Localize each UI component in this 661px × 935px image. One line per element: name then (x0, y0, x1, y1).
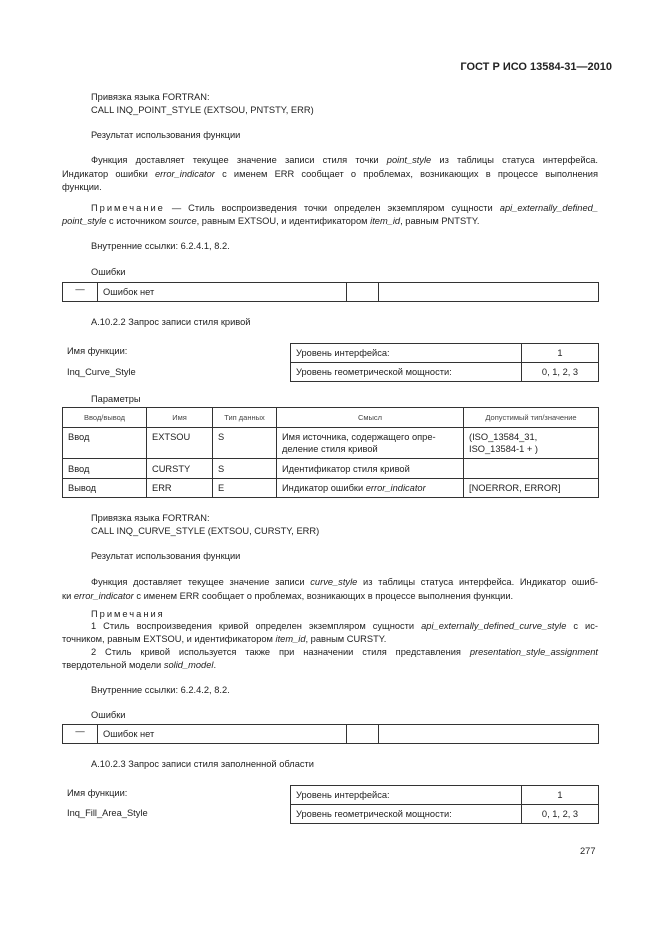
table-cell (379, 725, 599, 744)
note-line: твердотельной модели solid_model. (62, 660, 217, 670)
table-row (291, 786, 599, 805)
table-row (291, 805, 599, 824)
function-name: Inq_Fill_Area_Style (67, 808, 148, 818)
paragraph-line: ки error_indicator с именем ERR сообщает о проблемах, возникающих в процессе выполнения функции. (62, 591, 514, 601)
table-cell: Идентификатор стиля кривой (277, 459, 464, 479)
table-cell (347, 283, 379, 302)
table-cell (464, 459, 599, 479)
table-cell: 1 (522, 344, 599, 363)
column-header: Смысл (277, 408, 464, 428)
table-row (291, 363, 599, 382)
cell-text: Индикатор ошибки (282, 483, 366, 493)
table-cell: 0, 1, 2, 3 (522, 805, 599, 824)
fortran-label: Привязка языка FORTRAN: (91, 92, 210, 102)
table-row (63, 283, 599, 302)
cell-line: (ISO_13584_31, (469, 432, 538, 442)
table-cell: [NOERROR, ERROR] (464, 479, 599, 498)
table-cell: 1 (522, 786, 599, 805)
column-header: Ввод/вывод (63, 408, 147, 428)
table-cell: Ошибок нет (98, 283, 347, 302)
note-line: Примечание — Стиль воспроизведения точки определен экземпляром сущности api_externally_defined_ (91, 203, 598, 213)
cell-line: ISO_13584-1 + ) (469, 444, 538, 454)
table-cell (277, 428, 464, 459)
internal-refs: Внутренние ссылки: 6.2.4.2, 8.2. (91, 685, 230, 695)
function-name-label: Имя функции: (67, 346, 128, 356)
table-cell: ERR (147, 479, 213, 498)
fortran-label: Привязка языка FORTRAN: (91, 513, 210, 523)
function-name: Inq_Curve_Style (67, 367, 136, 377)
table-cell: Уровень интерфейса: (291, 786, 522, 805)
note-line: 1 Стиль воспроизведения кривой определен экземпляром сущности api_externally_defined_curve_style с ис- (91, 621, 598, 631)
table-cell: E (213, 479, 277, 498)
params-label: Параметры (91, 394, 141, 404)
column-header: Имя (147, 408, 213, 428)
table-cell: — (63, 725, 98, 744)
errors-label: Ошибки (91, 267, 126, 277)
table-row (63, 725, 599, 744)
table-cell (379, 283, 599, 302)
table-cell: S (213, 428, 277, 459)
cell-line: Имя источника, содержащего опре- (282, 432, 436, 442)
table-cell: CURSTY (147, 459, 213, 479)
note-line: point_style с источником source, равным EXTSOU, и идентификатором item_id, равным PNTSTY. (62, 216, 480, 226)
paragraph-line: Функция доставляет текущее значение записи стиля точки point_style из таблицы статуса интерфейса. (91, 155, 598, 165)
table-cell: Уровень геометрической мощности: (291, 805, 522, 824)
table-cell: — (63, 283, 98, 302)
table-row (63, 459, 599, 479)
table-header-row (63, 408, 599, 428)
note-line: 2 Стиль кривой используется также при назначении стиля представления presentation_style_assignment (91, 647, 598, 657)
cell-line: деление стиля кривой (282, 444, 378, 454)
document-header: ГОСТ Р ИСО 13584-31—2010 (460, 61, 612, 73)
table-cell: Уровень геометрической мощности: (291, 363, 522, 382)
column-header: Тип данных (213, 408, 277, 428)
errors-label: Ошибки (91, 710, 126, 720)
notes-label: Примечания (91, 609, 165, 619)
internal-refs: Внутренние ссылки: 6.2.4.1, 8.2. (91, 241, 230, 251)
table-row (63, 479, 599, 498)
section-heading: A.10.2.2 Запрос записи стиля кривой (91, 317, 251, 327)
table-row (63, 428, 599, 459)
table-cell: EXTSOU (147, 428, 213, 459)
section-heading: A.10.2.3 Запрос записи стиля заполненной области (91, 759, 314, 769)
page-number: 277 (580, 846, 596, 856)
note-line: точником, равным EXTSOU, и идентификатором item_id, равным CURSTY. (62, 634, 387, 644)
table-cell (277, 479, 464, 498)
table-cell: Вывод (63, 479, 147, 498)
column-header: Допустимый тип/значение (464, 408, 599, 428)
table-row (291, 344, 599, 363)
table-cell: Ошибок нет (98, 725, 347, 744)
cell-text: error_indicator (365, 483, 426, 493)
table-cell (464, 428, 599, 459)
table-cell (347, 725, 379, 744)
fortran-call: CALL INQ_CURVE_STYLE (EXTSOU, CURSTY, ERR) (91, 526, 320, 536)
table-cell: S (213, 459, 277, 479)
errors-table (62, 724, 599, 744)
paragraph-line: функции. (62, 182, 102, 192)
table-cell: Ввод (63, 459, 147, 479)
fortran-call: CALL INQ_POINT_STYLE (EXTSOU, PNTSTY, ERR) (91, 105, 314, 115)
table-cell: Ввод (63, 428, 147, 459)
paragraph-line: Функция доставляет текущее значение записи curve_style из таблицы статуса интерфейса. Индикатор ошиб- (91, 577, 598, 587)
levels-table (290, 785, 599, 824)
table-cell: 0, 1, 2, 3 (522, 363, 599, 382)
paragraph-line: Индикатор ошибки error_indicator с именем ERR сообщает о проблемах, возникающих в процессе выполнения (62, 169, 598, 179)
errors-table (62, 282, 599, 302)
result-heading: Результат использования функции (91, 551, 241, 561)
levels-table (290, 343, 599, 382)
result-heading: Результат использования функции (91, 130, 241, 140)
table-cell: Уровень интерфейса: (291, 344, 522, 363)
params-table (62, 407, 599, 498)
function-name-label: Имя функции: (67, 788, 128, 798)
